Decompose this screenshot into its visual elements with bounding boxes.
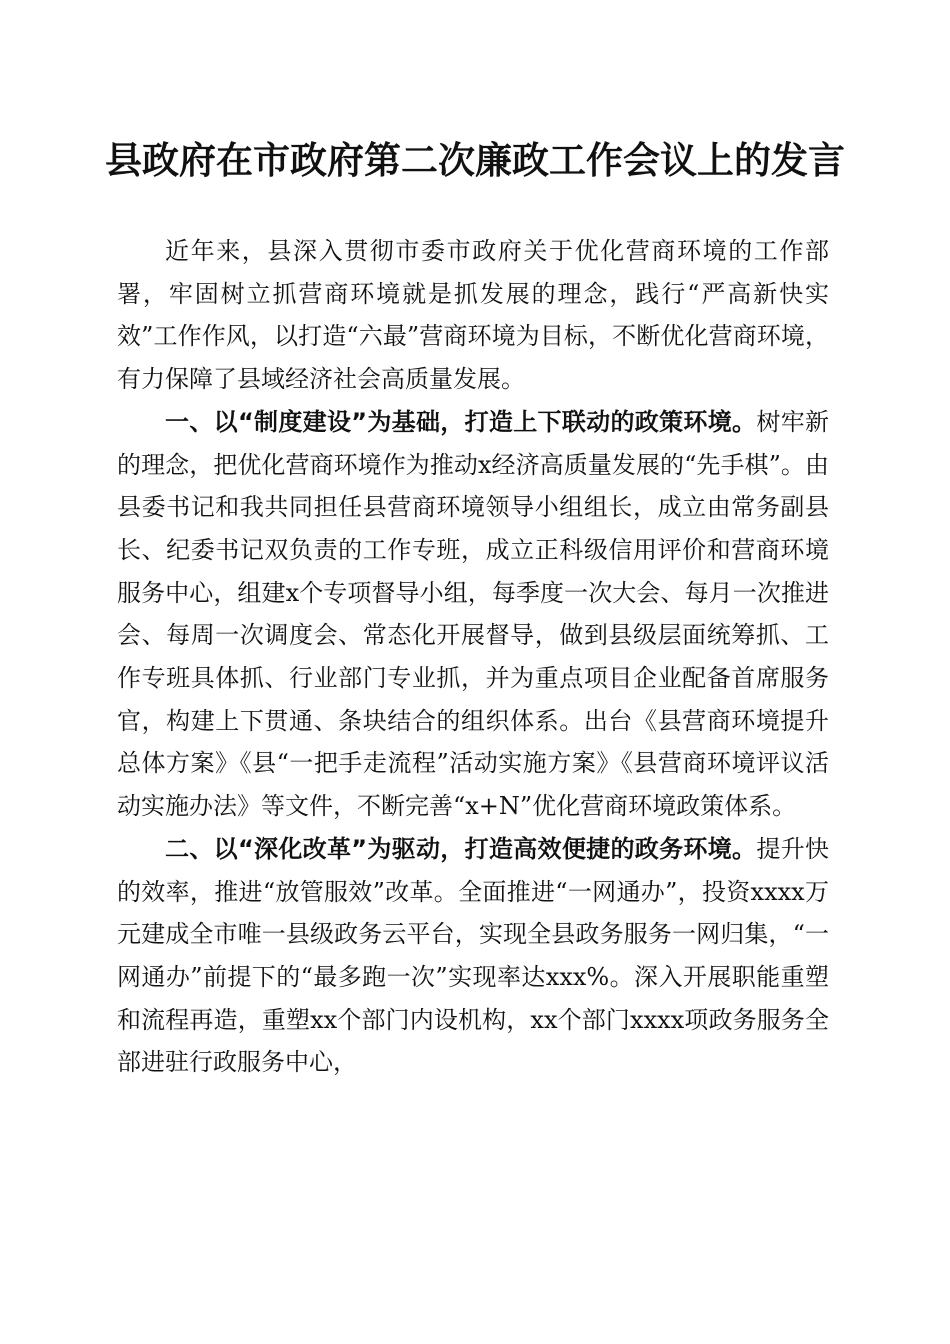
section-2-paragraph <box>117 828 829 1084</box>
section-2-heading: 二、以“深化改革”为驱动，打造高效便捷的政务环境。 <box>165 834 757 863</box>
document-body <box>117 230 829 1084</box>
section-2-text: 提升快的效率，推进“放管服效”改革。全面推进“一网通办”，投资xxxx万元建成全市唯一县级政务云平台，实现全县政务服务一网归集，“一网通办”前提下的“最多跑一次”实现率达xxx%。深入开展职能重塑和流程再造，重塑xx个部门内设机构，xx个部门xxxx项政务服务全部进驻行政服务中心， <box>117 834 830 1077</box>
section-1-heading: 一、以“制度建设”为基础，打造上下联动的政策环境。 <box>165 407 757 436</box>
section-1-paragraph <box>117 401 829 828</box>
document-title: 县政府在市政府第二次廉政工作会议上的发言 <box>105 138 845 182</box>
intro-paragraph: 近年来，县深入贯彻市委市政府关于优化营商环境的工作部署，牢固树立抓营商环境就是抓发展的理念，践行“严高新快实效”工作作风，以打造“六最”营商环境为目标，不断优化营商环境，有力保障了县域经济社会高质量发展。 <box>117 237 829 394</box>
section-1-text: 树牢新的理念，把优化营商环境作为推动x经济高质量发展的“先手棋”。由县委书记和我共同担任县营商环境领导小组组长，成立由常务副县长、纪委书记双负责的工作专班，成立正科级信用评价和营商环境服务中心，组建x个专项督导小组，每季度一次大会、每月一次推进会、每周一次调度会、常态化开展督导，做到县级层面统筹抓、工作专班具体抓、行业部门专业抓，并为重点项目企业配备首席服务官，构建上下贯通、条块结合的组织体系。出台《县营商环境提升总体方案》《县“一把手走流程”活动实施方案》《县营商环境评议活动实施办法》等文件，不断完善“x+N”优化营商环境政策体系。 <box>117 407 830 821</box>
